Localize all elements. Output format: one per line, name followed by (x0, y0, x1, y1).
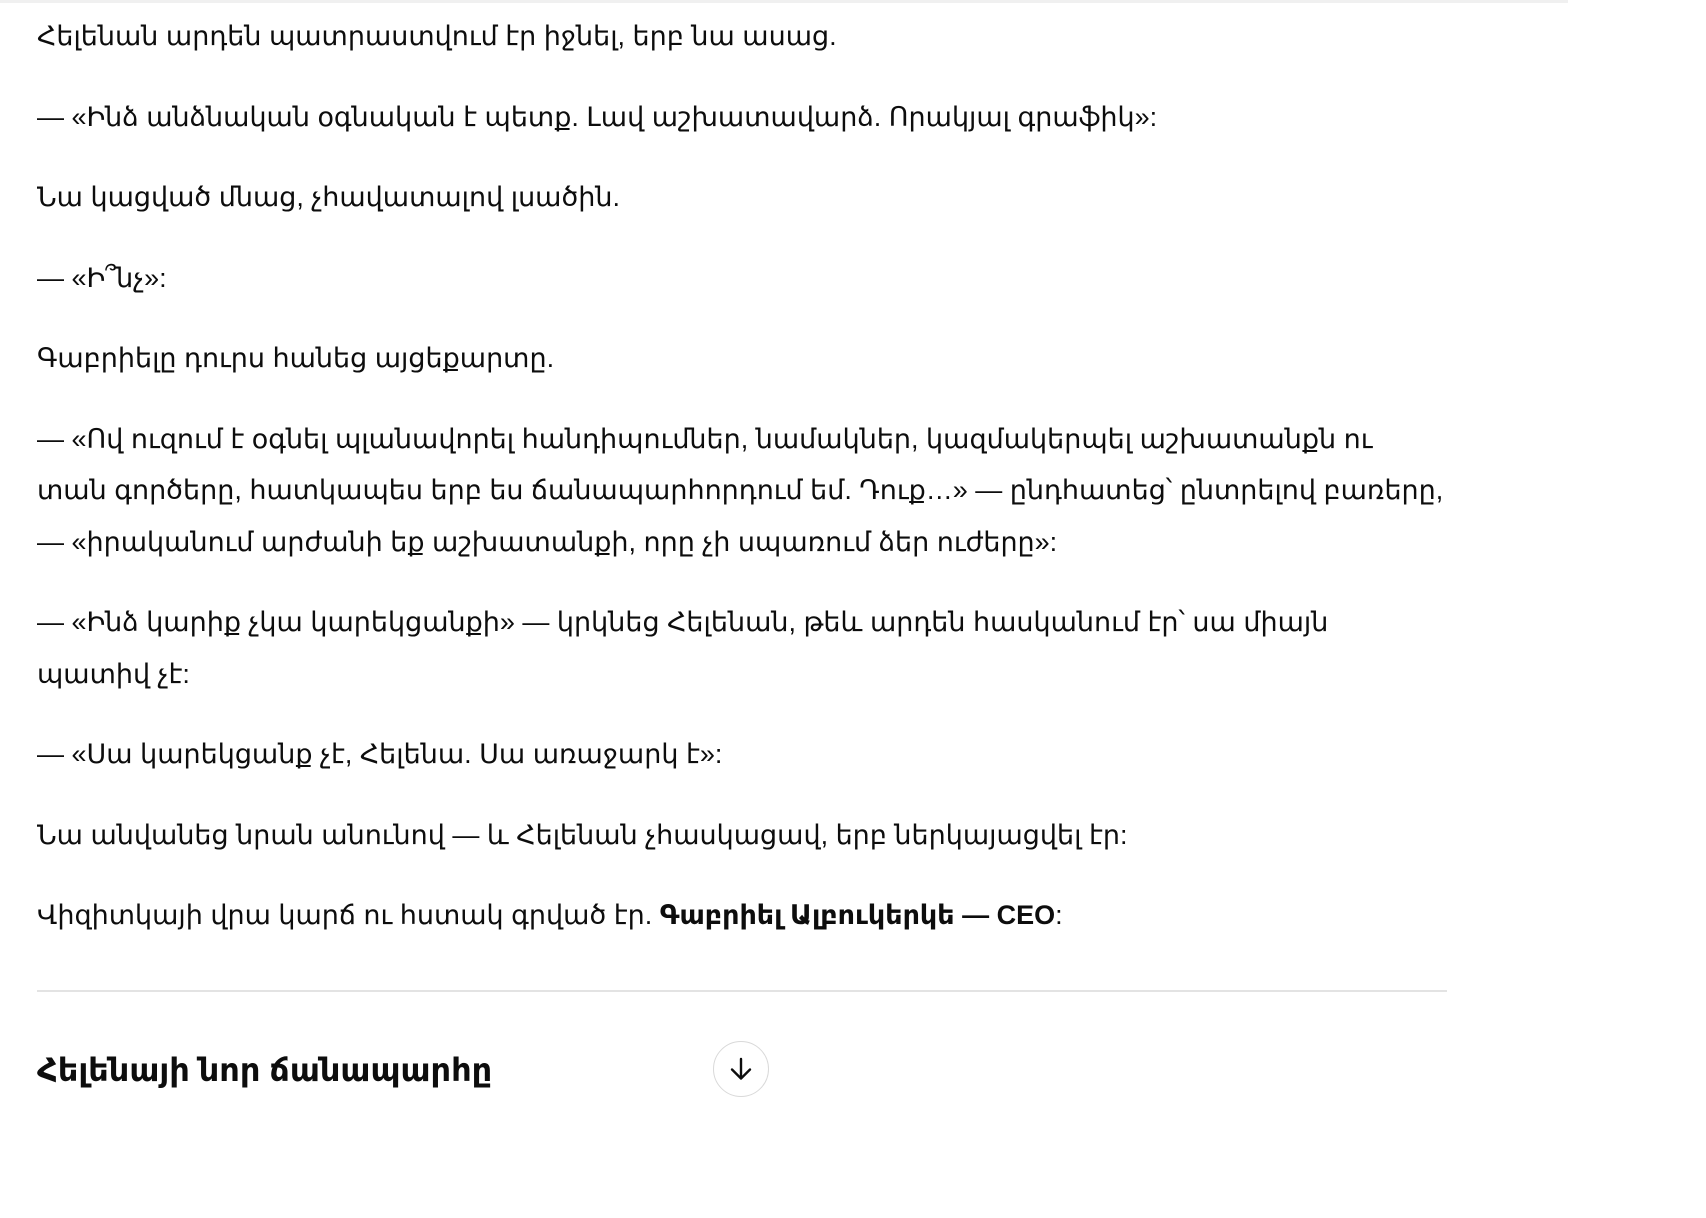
article-body (37, 11, 1447, 942)
paragraph: — «Ով ուզում է օգնել պլանավորել հանդիպումներ, նամակներ, կազմակերպել աշխատանքն ու տան գործերը, հատկապես երբ ես ճանապարհորդում եմ. Դուք…» — ընդհատեց՝ ընտրելով բառերը, — «իրականում արժանի եք աշխատանքի, որը չի սպառում ձեր ուժերը»: (37, 423, 1444, 557)
business-card-name: Գաբրիել Ալբուկերկե — CEO (659, 900, 1056, 930)
paragraph: — «Ինձ կարիք չկա կարեկցանքի» — կրկնեց Հելենան, թեև արդեն հասկանում էր՝ սա միայն պատիվ չէ: (37, 607, 1329, 689)
paragraph: Նա անվանեց նրան անունով — և Հելենան չհասկացավ, երբ ներկայացվել էր: (37, 819, 1128, 850)
section-divider (37, 990, 1447, 992)
business-card-prefix: Վիզիտկայի վրա կարճ ու հստակ գրված էր. (37, 900, 660, 930)
arrow-down-icon (727, 1055, 755, 1083)
paragraph: Գաբրիելը դուրս հանեց այցեքարտը. (37, 343, 555, 373)
paragraph: — «Սա կարեկցանք չէ, Հելենա. Սա առաջարկ է»: (37, 739, 723, 769)
paragraph: — «Ի՞նչ»: (37, 262, 167, 293)
business-card-paragraph (37, 890, 1447, 942)
next-section-title: Հելենայի նոր ճանապարհը (37, 1052, 493, 1088)
scroll-to-bottom-button[interactable] (713, 1041, 769, 1097)
paragraph: — «Ինձ անձնական օգնական է պետք. Լավ աշխատավարձ. Որակյալ գրաֆիկ»: (37, 101, 1158, 132)
business-card-suffix: : (1055, 900, 1063, 930)
paragraph: Նա կացված մնաց, չհավատալով լսածին. (37, 182, 621, 212)
top-edge (0, 0, 1568, 3)
paragraph: Հելենան արդեն պատրաստվում էր իջնել, երբ նա ասաց. (37, 21, 837, 51)
